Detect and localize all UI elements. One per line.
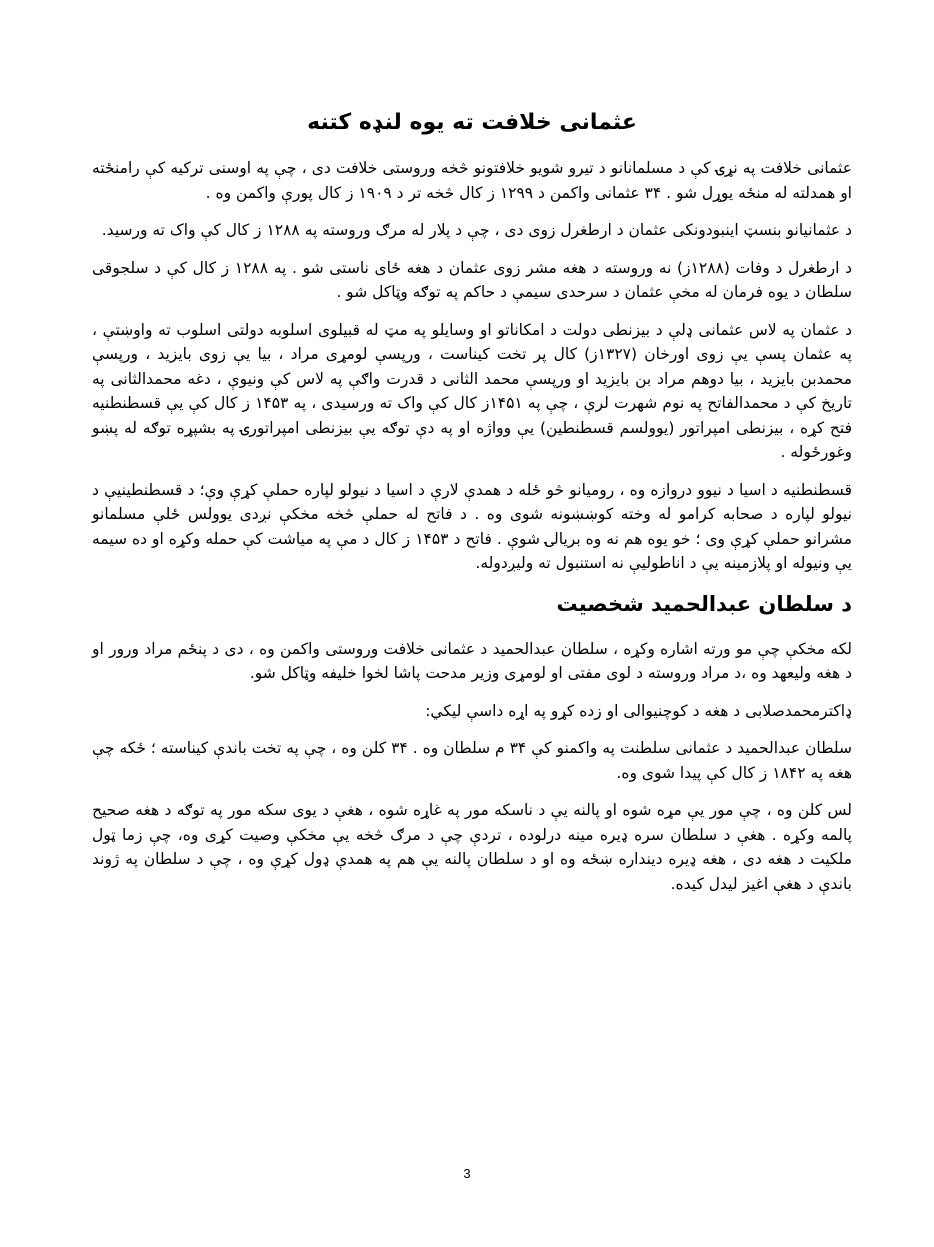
document-page: [92, 108, 852, 909]
paragraph-successors: د عثمان په لاس عثمانی ډلې د بیزنطی دولت د امکاناتو او وسایلو په مټ له قبیلوی اسلوبه دولتی اسلوب ته واوښتې ، په عثمان پسې یې زوی اورخان (۱۳۲۷ز) کال پر تخت کیناست ، ورپسې لومړی مراد ، بیا یې زوی بایزید ، ورپسې محمدبن بایزید ، بیا دوهم مراد بن بایزید او ورپسې محمد الثانی د قدرت واګې په لاس کې ونیوې ، دغه محمدالثانی په تاریخ کې د محمدالفاتح په نوم شهرت لرې ، چې په ۱۴۵۱ز کال کې واک ته ورسیدی ، په ۱۴۵۳ ز کال کې یې قسطنطنیه فتح کړه ، بیزنطی امپراتور (یوولسم قسطنطین) یې وواژه او په دې توګه یې بیزنطی امپراتورۍ په بشپړه توګه له پښو وغورځوله .: [92, 320, 852, 461]
page-number: 3: [463, 1166, 471, 1181]
paragraph-childhood: لس کلن وه ، چې مور یې مړه شوه او پالنه یې د ناسکه مور په غاړه شوه ، هغې د یوی سکه مور په توګه د هغه صحیح پالمه وکړه . هغې د سلطان سره ډیره مینه درلوده ، تردې چې د مرګ څخه یې مخکې وصیت کړی وه، چې زما ټول ملکیت د هغه دی ، هغه ډیره دینداره ښځه وه او د سلطان پالنه یې هم په همدې ډول کړې وه ، چې د سلطان په ژوند باندې د هغې اغیز لیدل کیده.: [92, 801, 852, 893]
paragraph-abdulhamid-intro: لکه مخکې چې مو ورته اشاره وکړه ، سلطان عبدالحمید د عثمانی خلافت وروستی واکمن وه ، دی د پنځم مراد ورور او د هغه ولیعهد وه ،د مراد وروسته د لوی مفتی او لومړی وزیر مدحت پاشا لخوا خلیفه وټاکل شو.: [92, 639, 852, 682]
section-heading: د سلطان عبدالحمید شخصیت: [556, 591, 852, 616]
paragraph-ertugrul: د ارطغرل د وفات (۱۲۸۸ز) نه وروسته د هغه مشر زوی عثمان د هغه ځای ناستی شو . په ۱۲۸۸ ز کال کې د سلجوقی سلطان د یوه فرمان له مخې عثمان د سرحدی سیمې د حاکم په توګه وټاکل شو .: [92, 258, 852, 301]
paragraph-founder: د عثمانیانو بنسټ اینبودونکی عثمان د ارطغرل زوی دی ، چې د پلار له مرګ وروسته په ۱۲۸۸ ز کال کې واک ته ورسید.: [101, 221, 852, 239]
paragraph-constantinople: قسطنطنیه د اسیا د نیوو دروازه وه ، رومیانو څو ځله د همدې لارې د اسیا د نیولو لپاره حملې کړې وې؛ د قسطنطینیې د نیولو لپاره د صحابه کرامو له وخته کوښښونه شوی وه . د فاتح له حملې څخه مخکې نږدی یوولس ځلې مسلمانو مشرانو حملې کړې وی ؛ خو یوه هم نه وه بریالۍ شوې . فاتح د ۱۴۵۳ ز کال د مې په میاشت کې حمله وکړه او ده سیمه یې ونیوله او پلازمینه یې د اناطولیې نه استنبول ته ولیږدوله.: [92, 480, 853, 572]
paragraph-accession: سلطان عبدالحمید د عثمانی سلطنت په واکمنو کې ۳۴ م سلطان وه . ۳۴ کلن وه ، چې په تخت باندې کیناسته ؛ ځکه چې هغه په ۱۸۴۲ ز کال کې پیدا شوی وه.: [92, 739, 852, 782]
paragraph-salabi: ډاکترمحمدصلابی د هغه د کوچنیوالی او زده کړو په اړه داسې لیکي:: [425, 701, 852, 720]
page-title: عثمانی خلافت ته یوه لنډه کتنه: [307, 110, 637, 135]
paragraph-intro: عثمانی خلافت په نړۍ کې د مسلمانانو د تیرو شویو خلافتونو څخه وروستی خلافت دی ، چې په اوسنی ترکیه کې رامنځته او همدلته له منځه یوړل شو . ۳۴ عثمانی واکمن د ۱۲۹۹ ز کال څخه تر د ۱۹۰۹ ز کال پورې واکمن وه .: [92, 159, 852, 202]
